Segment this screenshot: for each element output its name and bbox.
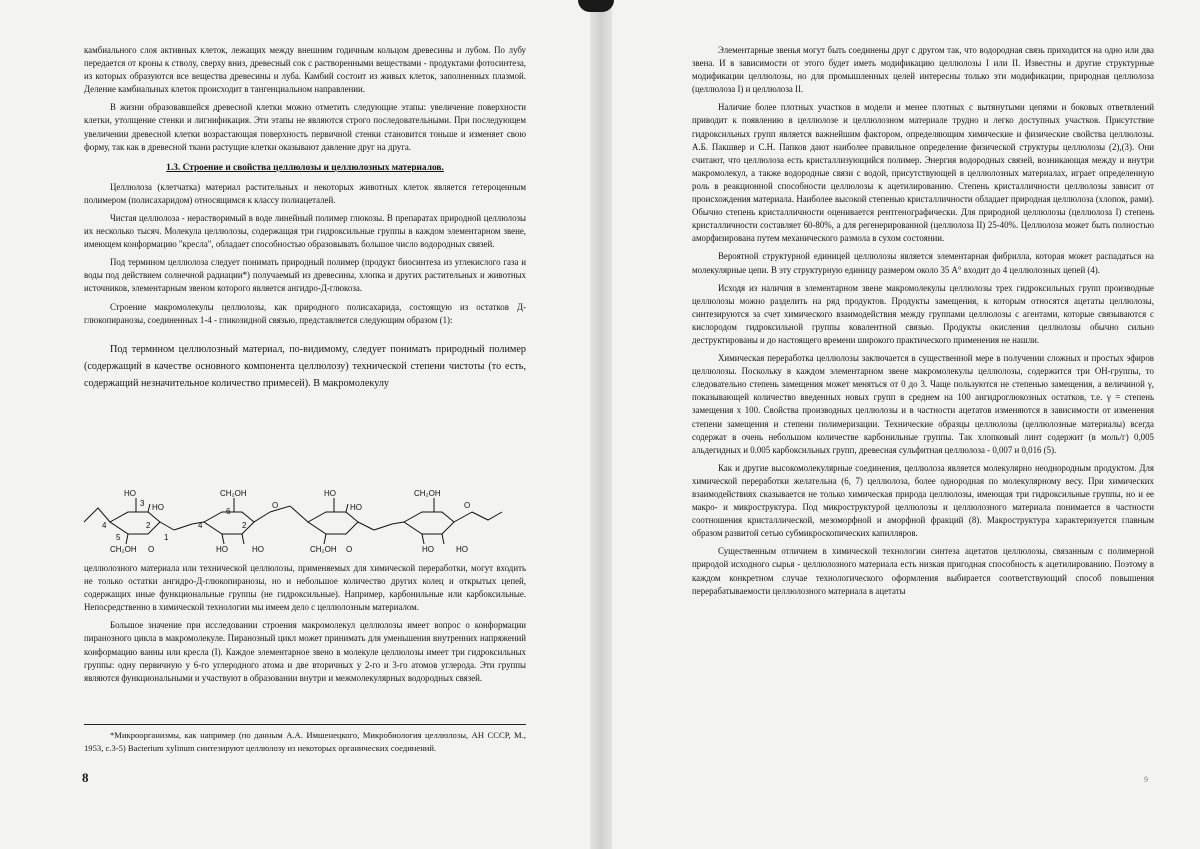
paragraph: В жизни образовавшейся древесной клетки можно отметить следующие этапы: увеличение поверхности клетки, утолщение стенки и лигнификация. Эти этапы не являются строго последовательными. При последующем увеличении древесной клетки возрастающая поверхность первичной стенки становится тоньше и изменяет свою форму, так как в древесной ткани растущие клетки оказывают давление друг на друга.	[84, 102, 526, 152]
formula-label: HO	[152, 503, 164, 512]
paragraph: Большое значение при исследовании строения макромолекул целлюлозы имеет вопрос о конформации пиранозного цикла в макромолекуле. Пиранозный цикл может принимать для уменьшения внутренних напряжений конформацию ванны или кресла (I). Каждое элементарное звено в молекуле целлюлозы имеет три гидроксильных группы: одну первичную у 6-го углеродного атома и две вторичных у 2-го и 3-го атомов углерода. Эти группы являются функциональными и участвуют в образовании внутри и межмолекулярных водородных связей.	[84, 620, 526, 683]
paragraph: Чистая целлюлоза - нерастворимый в воде линейный полимер глюкозы. В препаратах природной целлюлозы их несколько тысяч. Молекула целлюлозы, содержащая три гидроксильные группы в каждом элементарном звене, имеющем конформацию "кресла", обладает способностью образовывать большое число водородных связей.	[84, 212, 526, 250]
formula-label: 5	[116, 533, 121, 542]
left-page	[0, 0, 590, 849]
formula-label: HO	[456, 545, 468, 554]
formula-label: O	[148, 545, 155, 554]
formula-label: CH₂OH	[220, 489, 247, 498]
formula-label: 3	[140, 499, 145, 508]
footnote: *Микроорганизмы, как например (по данным А.А. Имшенецкого, Микробиология целлюлозы, АН СССР, М., 1953, с.3-5) Bacterium xylinum синтезируют целлюлозу из некоторых органических соединений.	[84, 730, 526, 753]
paragraph: Существенным отличием в химической технологии синтеза ацетатов целлюлозы, связанным с полимерной природой исходного сырья - целлюлозного материала есть низкая пригодная способность к ацетилированию. Поэтому в каждом конкретном случае технологического оформления выбирается соответствующий способ повышения перерабатываемости целлюлозного материала в ацетаты	[692, 546, 1154, 596]
formula-label: HO	[324, 489, 336, 498]
paragraph: целлюлозного материала или технической целлюлозы, применяемых для химической переработки, могут входить не только остатки ангидро-Д-глюкопиранозы, но и небольшое количество других колец и открытых цепей, содержащих иные функциональные группы (не гидроксильные). Например, карбонильные или карбоксильные. Непосредственно в химической технологии мы имеем дело с целлюлозным материалом.	[84, 563, 526, 613]
formula-label: 6	[226, 507, 231, 516]
formula-label: 2	[146, 521, 151, 530]
formula-diagram	[84, 484, 526, 556]
paragraph: Как и другие высокомолекулярные соединения, целлюлоза является молекулярно неоднородным продуктом. Для химической переработки желательна (6, 7) целлюлоза, более однородная по молекулярному весу. При химических взаимодействиях сказывается не только химическая природа целлюлозы, имеющая три гидроксильные группы, но и ее макро- и микроструктура. Под микроструктурой целлюлозы и целлюлозного материала понимается в частности соотношения кристаллической, мезоморфной и аморфной фракций (8). Макроструктура характеризуется главным образом развитой сетью субмикроскопических капилляров.	[692, 462, 1154, 539]
formula-label: HO	[350, 503, 362, 512]
formula-label: CH₂OH	[110, 545, 137, 554]
formula-label: CH₂OH	[310, 545, 337, 554]
paragraph: камбиального слоя активных клеток, лежащих между внешним годичным кольцом древесины и лубом. По лубу передается от кроны к стволу, сверху вниз, древесный сок с растворенными веществами - продуктами фотосинтеза, из которых образуются все вещества древесины и луба. Камбий состоит из живых клеток, заполненных плазмой. Деление камбиальных клеток происходит в тангенциальном направлении.	[84, 45, 526, 95]
paragraph: Элементарные звенья могут быть соединены друг с другом так, что водородная связь приходится на одно или два звена. И в зависимости от этого будет иметь модификацию целлюлозы I или II. Известны и другие структурные модификации целлюлозы, но для промышленных целей интересны только эти модификации, природная целлюлоза (целлюлоза I) и целлюлоза II.	[692, 45, 1154, 95]
formula-label: HO	[216, 545, 228, 554]
footnote-divider	[84, 724, 526, 725]
formula-label: HO	[252, 545, 264, 554]
paragraph: Химическая переработка целлюлозы заключается в существенной мере в получении сложных и простых эфиров целлюлозы. Поскольку в каждом элементарном звене макромолекулы целлюлозы, содержится три ОН-группы, то следовательно степень замещения может меняться от 0 до 3. Чаще пользуются не степенью замещения, а величиной γ, показывающей количество введенных новых групп в среднем на 100 ангидроглюкозных остатков, т.е. γ = степень замещения х 100. Свойства производных целлюлозы и в частности ацетатов изменяются в зависимости от изменения степени замещения и степени полимеризации. Технические образцы целлюлозы (целлюлозные материалы) всегда содержат в очень небольшом количестве карбонильные группы. Так хлопковый линт содержит (в моль/г) 0,005 альдегидных и 0.005 карбоксильных групп, древесная сульфитная целлюлоза - 0,007 и 0,016 (5).	[692, 353, 1154, 455]
section-heading: 1.3. Строение и свойства целлюлозы и целлюлозных материалов.	[166, 162, 444, 173]
left-text-column	[84, 44, 526, 397]
page-number: 9	[1144, 775, 1148, 784]
paragraph: Исходя из наличия в элементарном звене макромолекулы целлюлозы трех гидроксильных групп производные целлюлозы можно разделить на ряд продуктов. Продукты замещения, к которым относятся ацетаты целлюлозы, синтезируются за счет химического взаимодействия между группами целлюлозы с агентами, которые связываются с кислородом гидроксильной группы ковалентной связью. Продукты окисления целлюлозы обычно сильно деструктированы и до настоящего времени широкого практического применения не нашли.	[692, 282, 1154, 345]
left-text-column-bottom	[84, 562, 526, 690]
formula-label: CH₂OH	[414, 489, 441, 498]
formula-label: HO	[124, 489, 136, 498]
formula-label: 4	[198, 521, 203, 530]
page-gutter	[590, 0, 612, 849]
paragraph: Под термином целлюлозный материал, по-видимому, следует понимать природный полимер (содержащий в качестве основного компонента целлюлозу) технической степени чистоты (то есть, содержащий незначительное количество примесей). В макромолекулу	[84, 343, 526, 389]
page-number: 8	[82, 770, 89, 785]
formula-label: 4	[102, 521, 107, 530]
right-text-column	[692, 44, 1154, 603]
formula-label: O	[346, 545, 353, 554]
paragraph: Вероятной структурной единицей целлюлозы является элементарная фибрилла, которая может распадаться на молекулярные цепи. В эту структурную единицу размером около 35 А° входит до 4 целлюлозных цепей (4).	[692, 251, 1154, 275]
cellulose-structural-formula	[84, 484, 526, 556]
formula-label: O	[464, 501, 471, 510]
right-page	[612, 0, 1200, 849]
paragraph: Наличие более плотных участков в модели и менее плотных с вытянутыми цепями и боковых ответвлений приводит к появлению в целлюлозе и целлюлозном материале трудно и легко доступных участков. Присутствие гидроксильных групп является важнейшим фактором, определяющим химические и физические свойства целлюлозы. А.Б. Пакшвер и С.Н. Папков дают наиболее правильное определение физической структуры целлюлозы (2),(3). Они считают, что целлюлоза есть кристаллизующийся полимер. Энергия водородных связей, возникающая между и внутри макромолекул, а также водородные связи с водой, присутствующей в целлюлозных материалах, играет определенную роль в реакционной способности целлюлозы к ацетилированию. Степень кристалличности целлюлозы зависит от происхождения материала. Наиболее высокой степенью кристалличности обладает природная целлюлоза (хлопок, рами). Обычно степень кристалличности оценивается рентгенографически. Для природной целлюлозы (целлюлоза I) степень кристалличности составляет 60-80%, а для регенерированной (целлюлоза II) 25-40%. Целлюлоза может быть полностью аморфизирована путем механического размола в сухом состоянии.	[692, 102, 1154, 244]
paragraph: Под термином целлюлоза следует понимать природный полимер (продукт биосинтеза из углекислого газа и воды под действием солнечной радиации*) получаемый из древесины, хлопка и других растительных и животных источников, элементарным звеном которого является ангидро-Д-глюкоза.	[84, 257, 526, 294]
paragraph: Строение макромолекулы целлюлозы, как природного полисахарида, состоящую из остатков Д-глюкопиранозы, соединенных 1-4 - гликозидной связью, представляется следующим образом (1):	[84, 301, 526, 325]
formula-label: O	[272, 501, 279, 510]
formula-label: HO	[422, 545, 434, 554]
formula-label: 1	[164, 533, 169, 542]
paragraph: Целлюлоза (клетчатка) материал растительных и некоторых животных клеток является гетероценным полимером (полисахаридом) относящимся к классу полиацеталей.	[84, 181, 526, 205]
formula-label: 2	[242, 521, 247, 530]
